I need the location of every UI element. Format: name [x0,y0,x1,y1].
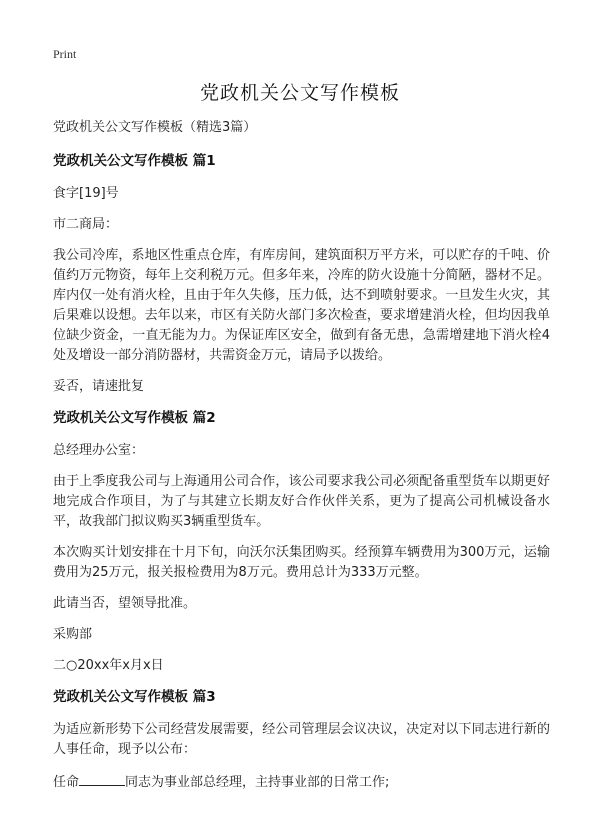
appointment-blank [79,771,125,786]
print-label: Print [53,47,77,61]
section-1-doc-number: 食字[19]号 [53,186,119,201]
section-1-heading: 党政机关公文写作模板 篇1 [53,153,216,169]
section-2-recipient: 总经理办公室： [53,443,145,458]
appointment-prefix: 任命 [53,775,80,790]
section-2-body-1: 由于上季度我公司与上海通用公司合作，该公司要求我公司必须配备重型货车以期更好地完成合作项目，为了与其建立长期友好合作伙伴关系，更为了提高公司机械设备水平，故我部门拟议购买3辆重型货车。 [53,474,550,529]
section-1-recipient: 市二商局： [53,217,119,232]
section-2-signature: 采购部 [53,627,93,642]
section-2-heading: 党政机关公文写作模板 篇2 [53,410,216,426]
section-2-date: 二○20xx年x月x日 [53,658,164,673]
appointment-suffix: 同志为事业部总经理，主持事业部的日常工作; [125,775,390,790]
section-2-closing: 此请当否，望领导批准。 [53,596,197,611]
section-1-closing: 妥否，请速批复 [53,379,145,394]
document-content [53,118,550,804]
page-title: 党政机关公文写作模板 [199,82,400,104]
section-1-body: 我公司冷库，系地区性重点仓库，有库房间，建筑面积万平方米，可以贮存的千吨、价值约万元物资，每年上交利税万元。但多年来，冷库的防火设施十分简陋，器材不足。库内仅一处有消火栓，且由于年久失修，压力低，达不到喷射要求。一旦发生火灾，其后果难以设想。去年以来，市区有关防火部门多次检查，要求增建消火栓，但均因我单位缺少资金，一直无能为力。为保证库区安全，做到有备无患，急需增建地下消火栓4处及增设一部分消防器材，共需资金万元，请局予以拨给。 [53,248,550,363]
section-2-body-2: 本次购买计划安排在十月下旬，向沃尔沃集团购买。经预算车辆费用为300万元，运输费用为25万元，报关报检费用为8万元。费用总计为333万元整。 [53,545,550,580]
document-subtitle: 党政机关公文写作模板（精选3篇） [53,120,257,135]
section-3-appointment [53,771,550,793]
section-3-body: 为适应新形势下公司经营发展需要，经公司管理层会议决议，决定对以下同志进行新的人事任命，现予以公布： [53,722,550,757]
section-3-heading: 党政机关公文写作模板 篇3 [53,689,216,705]
